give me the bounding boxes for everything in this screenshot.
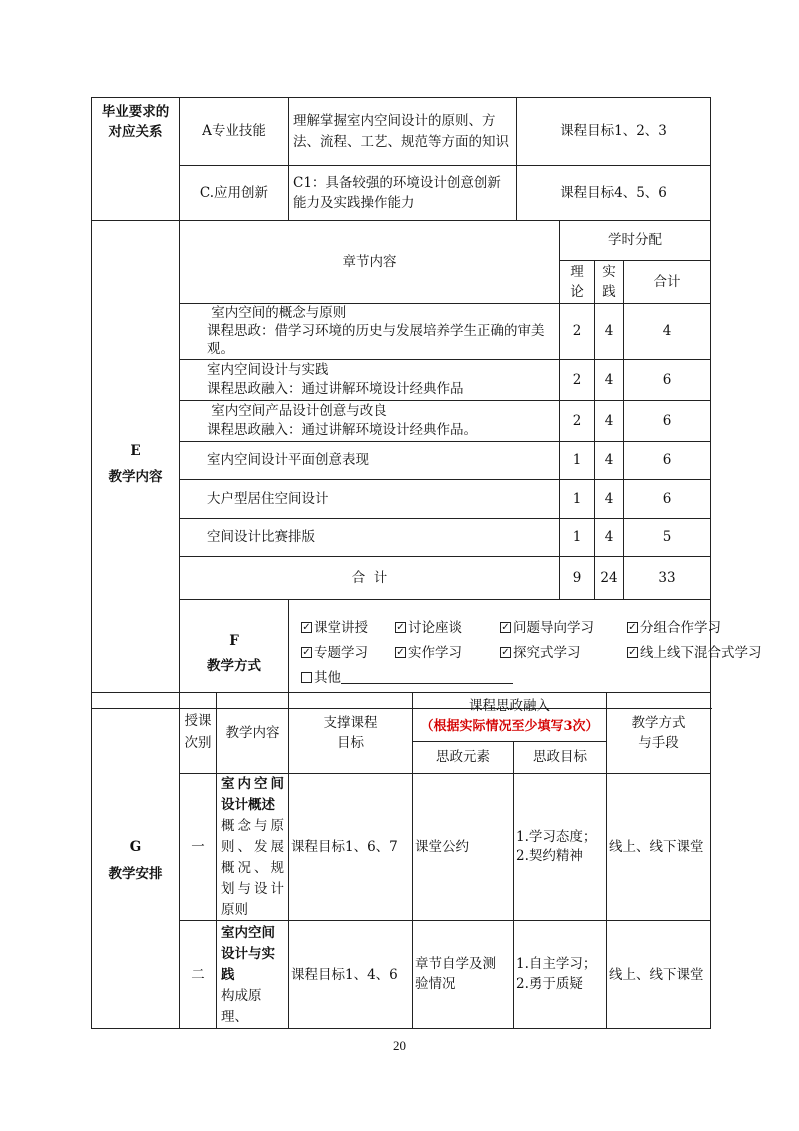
chapter-practice: 4 [595,304,624,360]
method-option[interactable]: ✓ 分组合作学习 [627,616,721,641]
schedule-content-detail: 概念与原则、发展概况、规划与设计原则 [221,817,284,918]
content-label: 教学内容 [108,469,163,486]
schedule-session: 一 [180,774,217,921]
col-goals: 思政目标 [514,742,607,774]
chapter-theory: 2 [560,304,595,360]
hours-header: 学时分配 [560,221,711,261]
chapter-theory: 1 [560,518,595,556]
checkbox-empty-icon [301,672,312,683]
chapter-note: 课程思政：借学习环境的历史与发展培养学生正确的审美观。 [207,323,545,358]
col-ideology-title: 课程思政融入 [469,698,550,715]
chapter-total: 6 [624,479,711,518]
method-option[interactable]: ✓专题学习 [301,641,395,666]
col-ideology-note: （根据实际情况至少填写3次） [420,719,599,735]
chapter-title: 室内空间设计平面创意表现 [180,441,560,479]
chapter-practice: 4 [595,359,624,400]
requirement-description: 理解掌握室内空间设计的原则、方法、流程、工艺、规范等方面的知识 [289,98,517,166]
chapter-item [180,400,560,441]
requirement-category: C.应用创新 [180,166,289,221]
course-table [91,97,762,709]
schedule-content [217,921,289,1029]
method-option-other[interactable]: 其他 [301,666,513,691]
schedule-content-title: 室内空间设计与实践 [221,925,275,984]
method-option[interactable]: ✓ 线上线下混合式学习 [627,641,762,666]
col-practice: 实践 [595,261,624,304]
chapter-total: 5 [624,518,711,556]
col-elements: 思政元素 [413,742,514,774]
schedule-label: 教学安排 [108,865,163,882]
col-support: 支撑课程目标 [289,693,413,774]
chapter-note: 课程思政融入：通过讲解环境设计经典作品 [207,380,464,397]
schedule-table [91,692,711,1029]
schedule-session: 二 [180,921,217,1029]
requirements-header: 毕业要求的对应关系 [92,98,180,221]
chapter-total: 6 [624,359,711,400]
sum-theory: 9 [560,556,595,599]
chapter-item [180,304,560,360]
schedule-goal-item: 1.学习态度； [516,828,597,845]
schedule-content-detail: 构成原理、 [221,988,262,1026]
requirement-target: 课程目标4、5、6 [517,166,711,221]
schedule-support: 课程目标1、6、7 [289,774,413,921]
checkbox-checked-icon [500,622,511,633]
method-option[interactable]: ✓ 问题导向学习 [500,616,627,641]
checkbox-checked-icon [395,647,406,658]
col-theory: 理论 [560,261,595,304]
chapter-title: 室内空间产品设计创意与改良 [207,403,387,420]
schedule-goal-item: 1.自主学习； [516,956,597,973]
checkbox-checked-icon [627,647,638,658]
content-label-code: E [130,443,141,460]
schedule-goal-item: 2.契约精神 [516,848,583,865]
methods-label-code: F [229,633,239,650]
chapter-total: 4 [624,304,711,360]
chapter-total: 6 [624,400,711,441]
requirement-target: 课程目标1、2、3 [517,98,711,166]
checkbox-checked-icon [627,622,638,633]
checkbox-checked-icon [301,622,312,633]
chapter-title: 空间设计比赛排版 [180,518,560,556]
methods-label: 教学方式 [207,657,261,674]
chapter-theory: 1 [560,441,595,479]
chapter-practice: 4 [595,518,624,556]
chapter-theory: 2 [560,400,595,441]
checkbox-checked-icon [395,622,406,633]
schedule-content [217,774,289,921]
chapter-header: 章节内容 [180,221,560,304]
schedule-support: 课程目标1、4、6 [289,921,413,1029]
page-number: 20 [393,1038,406,1053]
methods-row [301,666,706,691]
col-ideology [413,693,607,742]
col-content: 教学内容 [217,693,289,774]
method-option[interactable]: ✓ 实作学习 [395,641,500,666]
schedule-content-title: 室内空间设计概述 [221,776,284,813]
schedule-element: 课堂公约 [413,774,514,921]
chapter-item [180,359,560,400]
methods-row [301,616,721,641]
schedule-section-label [92,693,180,1029]
checkbox-checked-icon [301,647,312,658]
requirement-category: A专业技能 [180,98,289,166]
col-method: 教学方式与手段 [607,693,711,774]
schedule-label-code: G [129,839,142,856]
schedule-element: 章节自学及测验情况 [413,921,514,1029]
chapter-theory: 1 [560,479,595,518]
chapter-theory: 2 [560,359,595,400]
content-section-label [92,221,180,709]
chapter-title: 室内空间设计与实践 [207,362,329,379]
chapter-note: 课程思政融入：通过讲解环境设计经典作品。 [207,421,477,438]
schedule-method: 线上、线下课堂 [607,774,711,921]
schedule-method: 线上、线下课堂 [607,921,711,1029]
chapter-title: 大户型居住空间设计 [180,479,560,518]
chapter-title: 室内空间的概念与原则 [207,305,347,321]
sum-practice: 24 [595,556,624,599]
sum-total: 33 [624,556,711,599]
checkbox-checked-icon [500,647,511,658]
method-option[interactable]: ✓ 讨论座谈 [395,616,500,641]
schedule-goal [514,921,607,1029]
methods-row [301,641,762,666]
method-option[interactable]: ✓课堂讲授 [301,616,395,641]
schedule-goal-item: 2.勇于质疑 [516,975,583,992]
chapter-practice: 4 [595,479,624,518]
chapter-practice: 4 [595,400,624,441]
sum-label: 合 计 [180,556,560,599]
col-total: 合计 [624,261,711,304]
schedule-goal [514,774,607,921]
col-session: 授课次别 [180,693,217,774]
other-fill-line[interactable] [341,670,513,684]
chapter-practice: 4 [595,441,624,479]
requirement-description: C1：具备较强的环境设计创意创新能力及实践操作能力 [289,166,517,221]
method-option[interactable]: ✓ 探究式学习 [500,641,627,666]
chapter-total: 6 [624,441,711,479]
